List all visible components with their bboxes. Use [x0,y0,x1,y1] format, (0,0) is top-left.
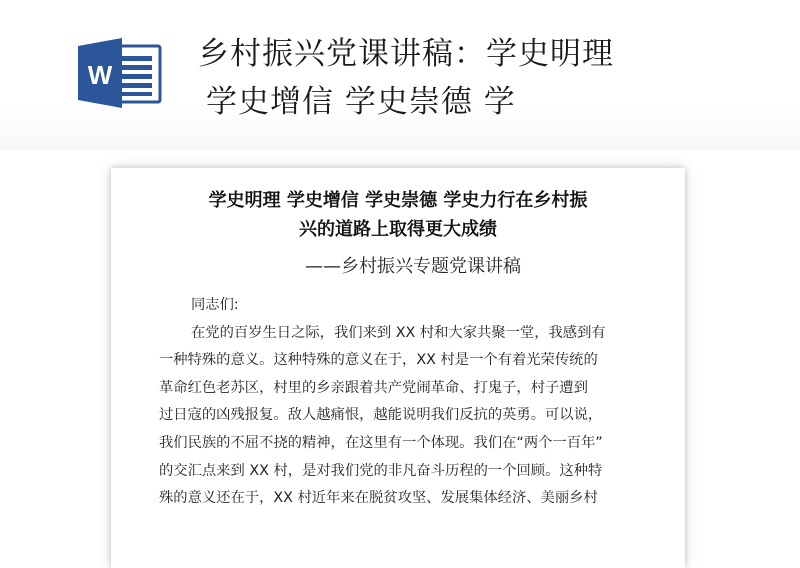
page-title-line-1: 乡村振兴党课讲稿：学史明理 [198,36,614,72]
document-title [111,186,685,244]
document-subtitle: ——乡村振兴专题党课讲稿 [305,256,521,277]
document-preview [111,168,685,568]
greeting-line: 同志们: [191,297,239,313]
svg-text:W: W [87,60,113,90]
document-body [159,292,643,513]
page-title-line-2: 学史增信 学史崇德 学 [206,84,516,120]
body-line: 的交汇点来到 XX 村，是对我们党的非凡奋斗历程的一个回顾。这种特 [159,462,603,479]
word-icon [76,38,164,108]
document-title-line-2: 兴的道路上取得更大成绩 [299,219,497,240]
body-line: 我们民族的不屈不挠的精神，在这里有一个体现。我们在“两个一百年” [159,434,603,451]
body-line: 殊的意义还在于，XX 村近年来在脱贫攻坚、发展集体经济、美丽乡村 [159,490,598,507]
body-line: 在党的百岁生日之际，我们来到 XX 村和大家共聚一堂，我感到有 [191,324,606,341]
body-line: 过日寇的凶残报复。敌人越痛恨，越能说明我们反抗的英勇。可以说， [159,407,603,424]
document-title-line-1: 学史明理 学史增信 学史崇德 学史力行在乡村振 [208,190,588,211]
body-line: 革命红色老苏区，村里的乡亲跟着共产党闹革命、打鬼子，村子遭到 [159,379,588,396]
body-line: 一种特殊的意义。这种特殊的意义在于，XX 村是一个有着光荣传统的 [159,352,598,369]
page-title [198,30,718,126]
